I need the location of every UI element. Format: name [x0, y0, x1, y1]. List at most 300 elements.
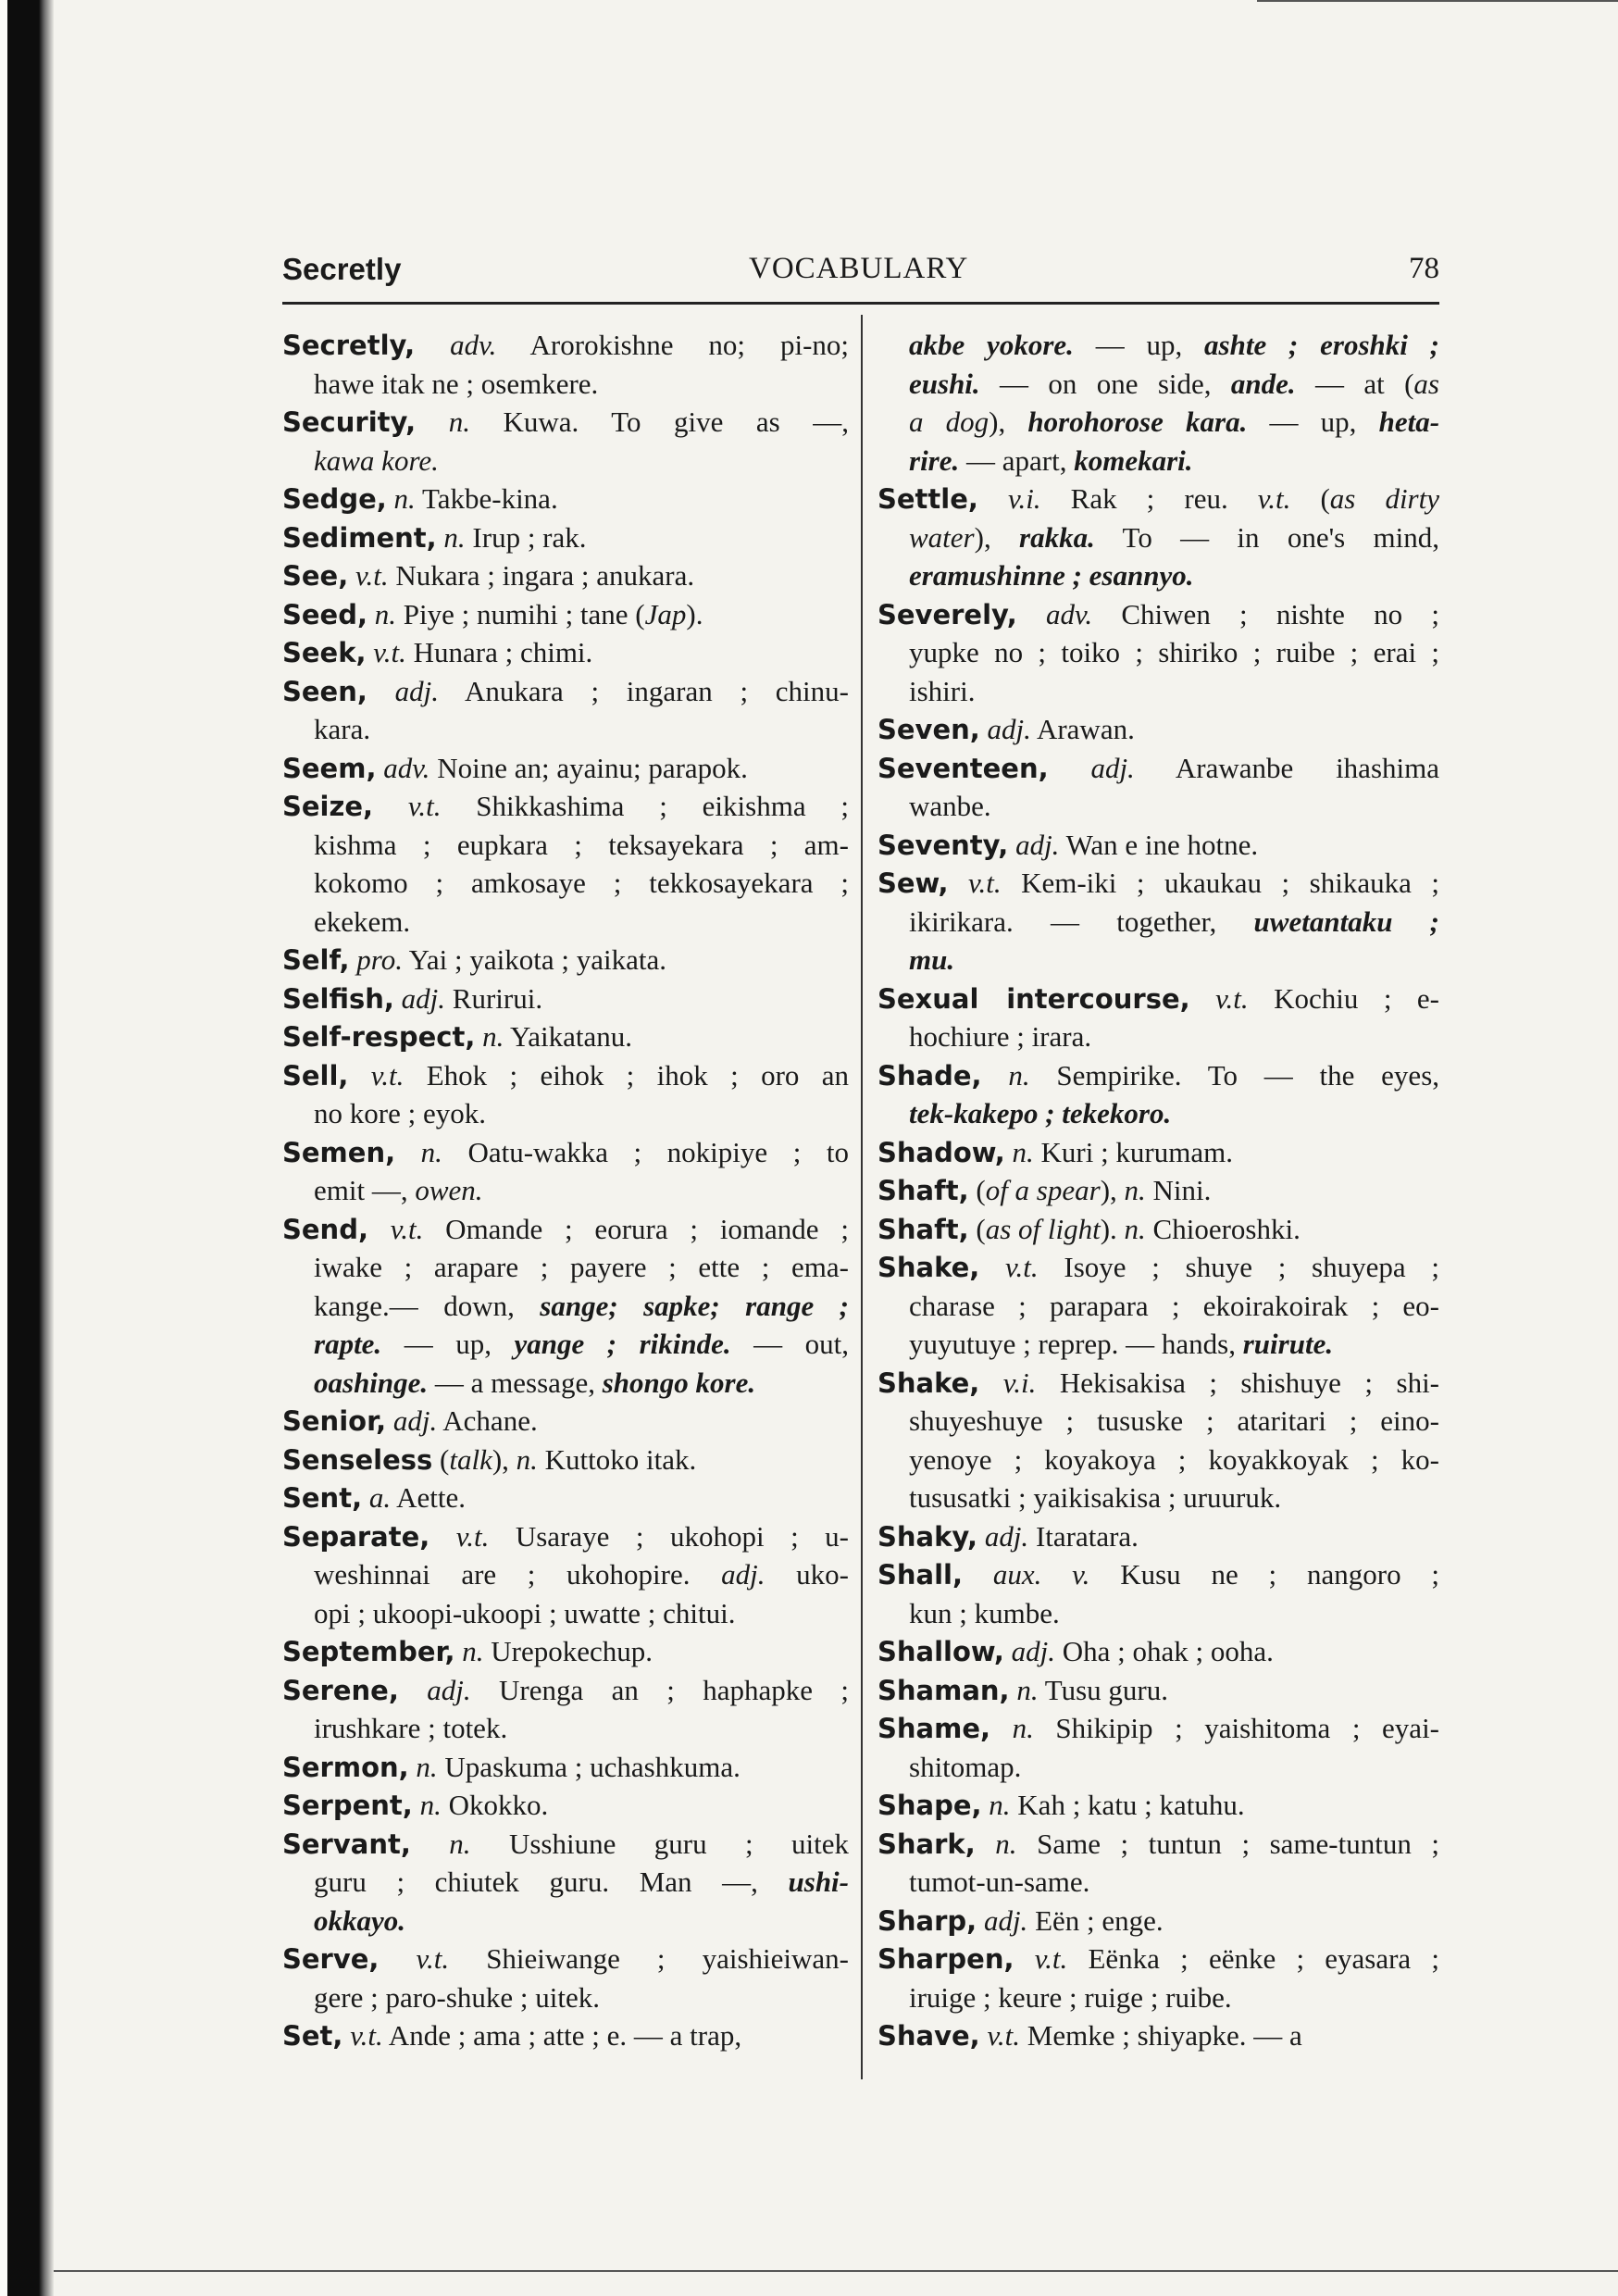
entry-line — [877, 1902, 1439, 1940]
headword: Shame, — [877, 1713, 991, 1744]
ainu-term: tek-kakepo ; tekekoro. — [909, 1097, 1172, 1129]
headword: Seen, — [282, 675, 367, 707]
headword: Seventeen, — [877, 752, 1049, 784]
entry-continuation-line — [877, 442, 1439, 480]
headword: Shaft, — [877, 1175, 969, 1206]
headword: Shave, — [877, 2020, 980, 2052]
entry-line — [282, 518, 849, 557]
definition-text: — out, — [730, 1328, 849, 1360]
headword: Self, — [282, 944, 350, 976]
grammar-label: n. — [454, 1635, 484, 1667]
ainu-term: ushi- — [788, 1866, 849, 1898]
entry-line — [877, 749, 1439, 788]
definition-text: ( — [968, 1212, 986, 1245]
headword: Seven, — [877, 714, 980, 745]
entry-line — [877, 826, 1439, 865]
definition-text: Kem-iki ; ukaukau ; shikauka ; — [1001, 867, 1439, 899]
entry-continuation-line — [282, 365, 849, 404]
grammar-label: as — [1413, 367, 1439, 400]
grammar-label: n. — [1009, 1673, 1039, 1706]
headword: Settle, — [877, 483, 978, 515]
entry-line — [282, 787, 849, 826]
grammar-label: v.i. — [977, 482, 1041, 515]
left-column — [282, 326, 849, 2055]
definition-text: Oha ; ohak ; ooha. — [1054, 1635, 1274, 1667]
definition-text: shitomap. — [909, 1750, 1022, 1783]
definition-text: Arorokishne no; pi-no; — [496, 329, 850, 361]
ainu-term: ande. — [1230, 367, 1296, 400]
definition-text: Urenga an ; haphapke ; — [470, 1673, 849, 1706]
entry-line — [282, 1479, 849, 1517]
entry-continuation-line — [877, 1287, 1439, 1326]
definition-text: Arawanbe ihashima — [1134, 751, 1439, 784]
grammar-label: v.t. — [1014, 1942, 1068, 1975]
column-divider — [861, 315, 863, 2079]
definition-text: ( — [968, 1174, 986, 1206]
headword: September, — [282, 1636, 455, 1667]
grammar-label: v.i. — [979, 1366, 1037, 1399]
definition-text: ), — [974, 520, 1019, 554]
scan-edge-line — [1257, 0, 1618, 2]
headword: Semen, — [282, 1136, 396, 1168]
entry-continuation-line — [877, 1594, 1439, 1633]
definition-text: weshinnai are ; ukohopire. — [314, 1558, 722, 1591]
entry-continuation-line — [877, 556, 1439, 595]
entry-line — [877, 1056, 1439, 1095]
definition-text: Kuri ; kurumam. — [1033, 1135, 1233, 1168]
grammar-label: owen. — [415, 1174, 483, 1206]
definition-text: guru ; chiutek guru. Man —, — [314, 1866, 789, 1898]
definition-text: ekekem. — [314, 905, 411, 938]
entry-continuation-line — [877, 633, 1439, 672]
entry-line — [877, 1364, 1439, 1403]
scan-edge-line — [54, 2270, 1618, 2272]
definition-text: — at ( — [1295, 367, 1414, 400]
grammar-label: n. — [1124, 1212, 1146, 1245]
definition-text: Rurirui. — [445, 981, 543, 1015]
headword: See, — [282, 560, 349, 592]
definition-text: kishma ; eupkara ; teksayekara ; am- — [314, 828, 849, 861]
grammar-label: a. — [362, 1481, 392, 1514]
definition-text: iwake ; arapare ; payere ; ette ; ema- — [314, 1251, 849, 1283]
definition-text: Memke ; shiyapke. — a — [1020, 2019, 1302, 2052]
headword: Shade, — [877, 1059, 982, 1092]
ainu-term: rire. — [909, 443, 960, 477]
entry-continuation-line — [877, 672, 1439, 711]
page-number: 78 — [1409, 252, 1439, 285]
headword: Shark, — [877, 1828, 976, 1860]
entry-line — [877, 480, 1439, 518]
definition-text: Aette. — [391, 1481, 467, 1514]
headword: Shallow, — [877, 1636, 1004, 1667]
definition-text: Rak ; reu. — [1040, 482, 1258, 515]
grammar-label: n. — [1124, 1174, 1146, 1206]
entry-line — [282, 1748, 849, 1787]
definition-text: ( — [1290, 482, 1330, 515]
definition-text: Chioeroshki. — [1145, 1212, 1301, 1245]
entry-continuation-line — [877, 1441, 1439, 1479]
definition-text: Chiwen ; nishte no ; — [1092, 597, 1439, 630]
grammar-label: adj. — [977, 1903, 1028, 1937]
definition-text: Shieiwange ; yaishieiwan- — [449, 1942, 849, 1975]
entry-line — [282, 2016, 849, 2055]
headword: Shake, — [877, 1366, 980, 1399]
headword: Shall, — [877, 1559, 963, 1591]
grammar-label: adv. — [415, 329, 497, 361]
definition-text: shuyeshuye ; tususke ; ataritari ; eino- — [909, 1404, 1439, 1437]
running-head: Secretly — [282, 252, 402, 286]
headword: Severely, — [877, 598, 1017, 630]
definition-text: Hekisakisa ; shishuye ; shi- — [1036, 1366, 1439, 1399]
entry-line — [282, 480, 849, 518]
grammar-label: adj. — [1048, 751, 1135, 784]
entry-continuation-line — [282, 442, 849, 480]
headword: Sent, — [282, 1482, 363, 1514]
grammar-label: v.t. — [1257, 482, 1291, 515]
entry-line — [282, 1632, 849, 1671]
definition-text: Sempirike. To — the eyes, — [1029, 1058, 1440, 1092]
definition-text: — up, — [1247, 406, 1379, 438]
headword: Seem, — [282, 752, 377, 784]
entry-continuation-line — [877, 1978, 1439, 2017]
headword: Shape, — [877, 1790, 982, 1821]
definition-text: Arawan. — [1030, 713, 1135, 745]
headword: Security, — [282, 406, 417, 438]
grammar-label: n. — [516, 1442, 538, 1476]
right-column — [877, 326, 1439, 2055]
headword: Sexual intercourse, — [877, 982, 1190, 1015]
definition-text: Kusu ne ; nangoro ; — [1089, 1558, 1440, 1591]
definition-text: Kuttoko itak. — [537, 1442, 697, 1476]
entry-continuation-line — [877, 1325, 1439, 1364]
entry-continuation-line — [282, 1287, 849, 1326]
definition-text: charase ; parapara ; ekoirakoirak ; eo- — [909, 1289, 1439, 1322]
headword: Shaman, — [877, 1674, 1010, 1706]
grammar-label: adj. — [721, 1558, 765, 1591]
entry-continuation-line — [877, 518, 1439, 557]
grammar-label: v.t. — [348, 559, 389, 592]
grammar-label: n. — [416, 406, 470, 438]
section-title: VOCABULARY — [749, 252, 969, 285]
definition-text: — apart, — [959, 443, 1075, 477]
headword: Send, — [282, 1213, 368, 1245]
entry-line — [282, 980, 849, 1018]
headword: Seed, — [282, 598, 367, 630]
definition-text: irushkare ; totek. — [314, 1712, 508, 1744]
grammar-label: n. — [981, 1789, 1011, 1821]
headword: Sediment, — [282, 521, 437, 554]
ainu-term: okkayo. — [314, 1903, 406, 1937]
entry-line — [877, 1555, 1439, 1594]
grammar-label: adj. — [977, 1519, 1029, 1553]
entry-continuation-line — [877, 1479, 1439, 1517]
entry-line — [282, 1786, 849, 1825]
definition-text: — up, — [1073, 329, 1205, 361]
entry-line — [282, 326, 849, 365]
definition-text: Achane. — [437, 1404, 538, 1437]
definition-text: ). — [686, 597, 703, 630]
entry-line — [877, 1825, 1439, 1864]
ainu-term: oashinge. — [314, 1366, 429, 1399]
definition-text: yenoye ; koyakoya ; koyakkoyak ; ko- — [909, 1442, 1439, 1476]
ainu-term: heta- — [1378, 406, 1440, 438]
grammar-label: n. — [410, 1827, 471, 1860]
definition-text: kange.— down, — [314, 1289, 541, 1322]
ainu-term: ashte ; eroshki ; — [1204, 329, 1439, 361]
entry-line — [282, 1517, 849, 1556]
grammar-label: n. — [475, 1020, 504, 1053]
definition-text: ( — [432, 1442, 450, 1476]
definition-text: kun ; kumbe. — [909, 1596, 1060, 1629]
entry-continuation-line — [282, 1709, 849, 1748]
grammar-label: a dog — [909, 406, 989, 438]
definition-text: yupke no ; toiko ; shiriko ; ruibe ; erai ; — [909, 636, 1439, 668]
entry-continuation-line — [877, 1402, 1439, 1441]
entry-continuation-line — [282, 1248, 849, 1287]
grammar-label: n. — [975, 1827, 1017, 1860]
definition-text: Kah ; katu ; katuhu. — [1010, 1789, 1245, 1821]
headword: Senseless — [282, 1443, 433, 1476]
grammar-label: v.t. — [429, 1519, 490, 1553]
entry-continuation-line — [877, 403, 1439, 442]
entry-continuation-line — [877, 365, 1439, 404]
headword: Seek, — [282, 637, 367, 668]
definition-text: Kochiu ; e- — [1248, 981, 1439, 1015]
grammar-label: v.t. — [367, 1212, 424, 1245]
grammar-label: as of light — [985, 1212, 1101, 1245]
ainu-term: sange; sapke; range ; — [540, 1289, 850, 1322]
grammar-label: adj. — [386, 1404, 438, 1437]
headword: Servant, — [282, 1828, 411, 1860]
grammar-label: adj. — [1008, 828, 1060, 861]
entry-continuation-line — [282, 1978, 849, 2017]
grammar-label: v.t. — [979, 2019, 1021, 2052]
header-rule — [282, 302, 1439, 305]
definition-text: Itaratara. — [1028, 1519, 1139, 1553]
headword: Sharp, — [877, 1904, 977, 1937]
entry-line — [877, 2016, 1439, 2055]
definition-text: gere ; paro-shuke ; uitek. — [314, 1980, 601, 2014]
definition-text: Irup ; rak. — [465, 520, 587, 554]
entry-continuation-line — [877, 1017, 1439, 1056]
entry-continuation-line — [877, 941, 1439, 980]
definition-text: Hunara ; chimi. — [405, 636, 593, 668]
definition-text: ), — [989, 406, 1028, 438]
entry-continuation-line — [282, 1555, 849, 1594]
definition-text: ). — [1100, 1212, 1125, 1245]
headword: Seventy, — [877, 829, 1009, 861]
entry-line — [282, 1210, 849, 1249]
grammar-label: adj. — [367, 674, 439, 707]
definition-text: uko- — [765, 1558, 849, 1591]
entry-line — [877, 1133, 1439, 1172]
ainu-term: shongo kore. — [602, 1366, 756, 1399]
definition-text: ikirikara. — together, — [909, 905, 1254, 938]
entry-line — [282, 1402, 849, 1441]
grammar-label: adj. — [979, 713, 1031, 745]
definition-text: Takbe-kina. — [415, 482, 558, 515]
definition-text: Urepokechup. — [483, 1635, 653, 1667]
entry-line — [282, 1825, 849, 1864]
definition-text: Isoye ; shuye ; shuyepa ; — [1038, 1251, 1440, 1283]
entry-continuation-line — [282, 903, 849, 942]
grammar-label: adv. — [1016, 597, 1093, 630]
definition-text: emit —, — [314, 1174, 416, 1206]
entry-continuation-line — [877, 1748, 1439, 1787]
entry-continuation-line — [877, 903, 1439, 942]
headword: Sew, — [877, 867, 949, 899]
entry-line — [282, 941, 849, 980]
entry-line — [282, 595, 849, 634]
grammar-label: n. — [412, 1789, 442, 1821]
definition-text: Kuwa. To give as —, — [469, 406, 849, 438]
grammar-label: adv. — [376, 751, 430, 784]
entry-continuation-line — [282, 826, 849, 865]
page-header — [282, 252, 1439, 289]
definition-text: Ehok ; eihok ; ihok ; oro an — [404, 1058, 849, 1092]
definition-text: Ande ; ama ; atte ; e. — a trap, — [382, 2019, 742, 2052]
headword: Sharpen, — [877, 1943, 1014, 1975]
ainu-term: eramushinne ; esannyo. — [909, 559, 1194, 592]
definition-text: no kore ; eyok. — [314, 1097, 486, 1129]
grammar-label: n. — [1004, 1135, 1034, 1168]
definition-text: Piye ; numihi ; tane ( — [396, 597, 645, 630]
grammar-label: kawa kore. — [314, 443, 439, 477]
ainu-term: horohorose kara. — [1027, 406, 1248, 438]
headword: Shaky, — [877, 1520, 978, 1553]
entry-continuation-line — [282, 1364, 849, 1403]
definition-text: Shikkashima ; eikishma ; — [441, 790, 849, 822]
binding-edge — [0, 0, 54, 2296]
entry-line — [877, 1248, 1439, 1287]
definition-text: Same ; tuntun ; same-tuntun ; — [1016, 1827, 1440, 1860]
entry-line — [282, 749, 849, 788]
definition-text: tumot-un-same. — [909, 1866, 1090, 1898]
definition-text: Nukara ; ingara ; anukara. — [388, 559, 695, 592]
grammar-label: n. — [990, 1712, 1034, 1744]
entry-line — [282, 633, 849, 672]
entry-line — [282, 1056, 849, 1095]
entry-line — [877, 864, 1439, 903]
definition-text: Eën ; enge. — [1027, 1903, 1164, 1937]
grammar-label: n. — [386, 482, 416, 515]
grammar-label: v.t. — [379, 1942, 450, 1975]
entry-line — [282, 403, 849, 442]
entry-continuation-line — [282, 710, 849, 749]
headword: Shadow, — [877, 1136, 1005, 1168]
grammar-label: n. — [436, 520, 466, 554]
definition-text: wanbe. — [909, 790, 991, 822]
grammar-label: talk — [449, 1442, 492, 1476]
grammar-label: aux. v. — [963, 1558, 1090, 1591]
entry-line — [282, 556, 849, 595]
entry-line — [877, 1940, 1439, 1978]
entry-continuation-line — [877, 1094, 1439, 1133]
entry-line — [282, 1940, 849, 1978]
grammar-label: adj. — [393, 981, 446, 1015]
definition-text: kokomo ; amkosaye ; tekkosayekara ; — [314, 867, 849, 899]
grammar-label: of a spear — [985, 1174, 1101, 1206]
grammar-label: v.t. — [342, 2019, 383, 2052]
definition-text: Usshiune guru ; uitek — [470, 1827, 850, 1860]
entry-line — [877, 710, 1439, 749]
entry-line — [282, 1133, 849, 1172]
definition-text: Shikipip ; yaishitoma ; eyai- — [1033, 1712, 1440, 1744]
definition-text: Noine an; ayainu; parapok. — [429, 751, 748, 784]
headword: Serene, — [282, 1674, 399, 1706]
ainu-term: ruirute. — [1242, 1328, 1334, 1360]
ainu-term: yange ; rikinde. — [514, 1328, 731, 1360]
grammar-label: pro. — [349, 943, 403, 976]
definition-text: ), — [492, 1442, 517, 1476]
ainu-term: eushi. — [909, 367, 980, 400]
ainu-term: rakka. — [1019, 520, 1095, 554]
entry-line — [877, 1210, 1439, 1249]
entry-line — [282, 672, 849, 711]
entry-line — [282, 1017, 849, 1056]
grammar-label: v.t. — [373, 790, 442, 822]
headword: Sedge, — [282, 483, 387, 515]
definition-text: — up, — [381, 1328, 515, 1360]
headword: Set, — [282, 2020, 343, 2052]
headword: Sell, — [282, 1059, 349, 1092]
definition-text: ), — [1100, 1174, 1125, 1206]
definition-text: hochiure ; irara. — [909, 1020, 1092, 1053]
grammar-label: adj. — [1003, 1635, 1055, 1667]
entry-continuation-line — [282, 864, 849, 903]
entry-line — [877, 980, 1439, 1018]
definition-text: Nini. — [1145, 1174, 1212, 1206]
entry-line — [877, 1632, 1439, 1671]
ainu-term: mu. — [909, 943, 955, 976]
headword: Selfish, — [282, 982, 394, 1015]
definition-text: Omande ; eorura ; iomande ; — [423, 1212, 849, 1245]
entry-continuation-line — [282, 1094, 849, 1133]
grammar-label: n. — [395, 1135, 442, 1168]
entry-continuation-line — [877, 787, 1439, 826]
definition-text: Wan e ine hotne. — [1059, 828, 1259, 861]
headword: Separate, — [282, 1520, 430, 1553]
entry-line — [877, 1709, 1439, 1748]
definition-text: Okokko. — [441, 1789, 549, 1821]
entry-line — [877, 1786, 1439, 1825]
definition-text: iruige ; keure ; ruige ; ruibe. — [909, 1980, 1232, 2014]
headword: Shaft, — [877, 1213, 969, 1245]
ainu-term: akbe yokore. — [909, 329, 1074, 361]
entry-line — [877, 595, 1439, 634]
definition-text: Eënka ; eënke ; eyasara ; — [1067, 1942, 1439, 1975]
headword: Senior, — [282, 1405, 387, 1437]
definition-text: — on one side, — [979, 367, 1231, 400]
grammar-label: v.t. — [1189, 981, 1249, 1015]
grammar-label: v.t. — [366, 636, 406, 668]
entry-continuation-line — [282, 1171, 849, 1210]
headword: Secretly, — [282, 330, 416, 361]
headword: Sermon, — [282, 1751, 409, 1783]
definition-text: kara. — [314, 713, 371, 745]
ainu-term: rapte. — [314, 1328, 382, 1360]
entry-line — [282, 1441, 849, 1479]
entry-continuation-line — [282, 1325, 849, 1364]
entry-continuation-line — [282, 1594, 849, 1633]
entry-continuation-line — [877, 1863, 1439, 1902]
grammar-label: as dirty — [1329, 482, 1439, 515]
definition-text: hawe itak ne ; osemkere. — [314, 367, 599, 400]
definition-text: Usaraye ; ukohopi ; u- — [489, 1519, 849, 1553]
headword: Serve, — [282, 1943, 380, 1975]
headword: Seize, — [282, 791, 374, 822]
entry-continuation-line — [877, 326, 1439, 365]
